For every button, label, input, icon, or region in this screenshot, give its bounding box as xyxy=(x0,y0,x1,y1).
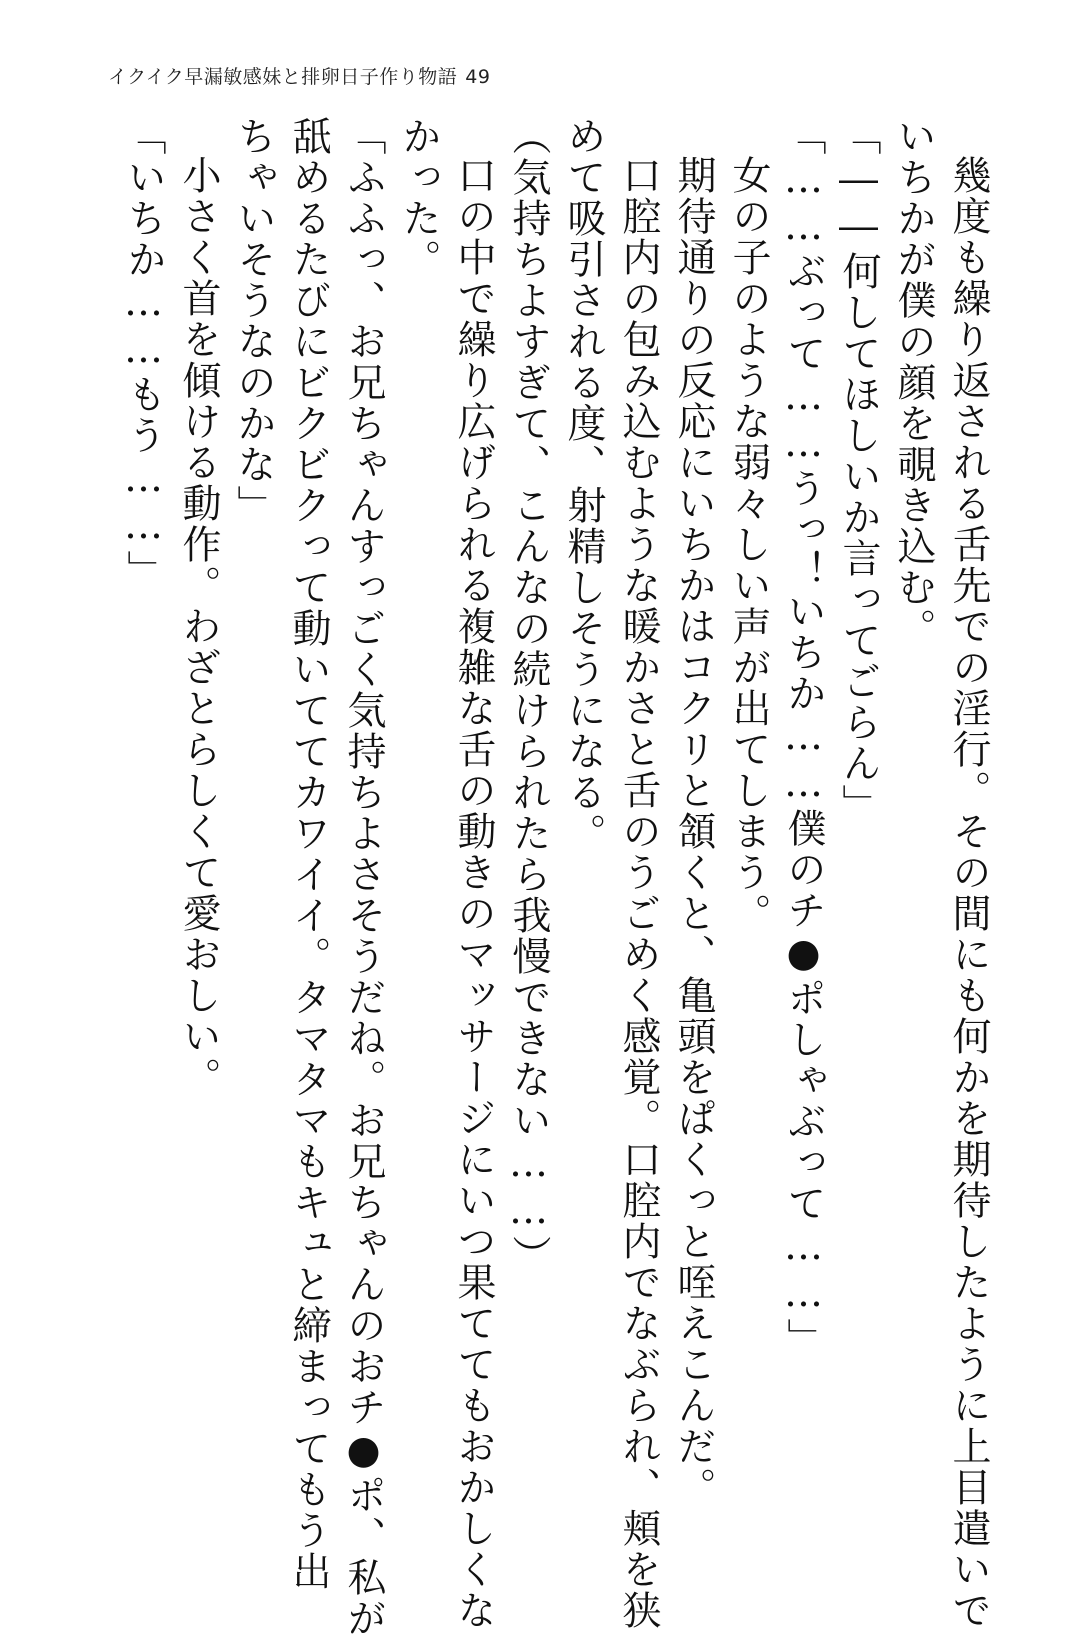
text-line: 「いちか……もう……」 xyxy=(121,116,166,591)
running-header xyxy=(108,62,490,89)
text-line: 幾度も繰り返される舌先での淫行。その間にも何かを期待したように上目遣いで xyxy=(946,155,991,1631)
vertical-body-text xyxy=(116,116,996,1639)
text-line: 女の子のような弱々しい声が出てしまう。 xyxy=(726,155,771,934)
text-line: めて吸引される度、射精しそうになる。 xyxy=(561,116,606,854)
text-line: 口腔内の包み込むような暖かさと舌のうごめく感覚。口腔内でなぶられ、頬を狭 xyxy=(616,155,661,1631)
text-line: 「――何してほしいか言ってごらん」 xyxy=(836,116,881,825)
text-line: （気持ちよすぎて、こんなの続けられたら我慢できない……） xyxy=(506,116,551,1276)
page-number: 49 xyxy=(465,66,491,88)
text-line: 小さく首を傾ける動作。わざとらしくて愛おしい。 xyxy=(176,155,221,1098)
text-line: かった。 xyxy=(396,116,441,280)
text-line: 期待通りの反応にいちかはコクリと頷くと、亀頭をぱくっと咥えこんだ。 xyxy=(671,155,716,1508)
text-line: 「ふふっ、お兄ちゃんすっごく気持ちよさそうだね。お兄ちゃんのおチ●ポ、私が xyxy=(341,116,386,1639)
book-title: イクイク早漏敏感妹と排卵日子作り物語 xyxy=(108,66,458,88)
text-line: 口の中で繰り広げられる複雑な舌の動きのマッサージにいつ果ててもおかしくな xyxy=(451,155,496,1631)
text-line: 「……ぶって……うっ！いちか……僕のチ●ポしゃぶって……」 xyxy=(781,116,826,1359)
text-line: ちゃいそうなのかな」 xyxy=(231,116,276,526)
text-line: いちかが僕の顔を覗き込む。 xyxy=(891,116,936,649)
text-line: 舐めるたびにビクビクって動いててカワイイ。タマタマもキュと締まってもう出 xyxy=(286,116,331,1592)
